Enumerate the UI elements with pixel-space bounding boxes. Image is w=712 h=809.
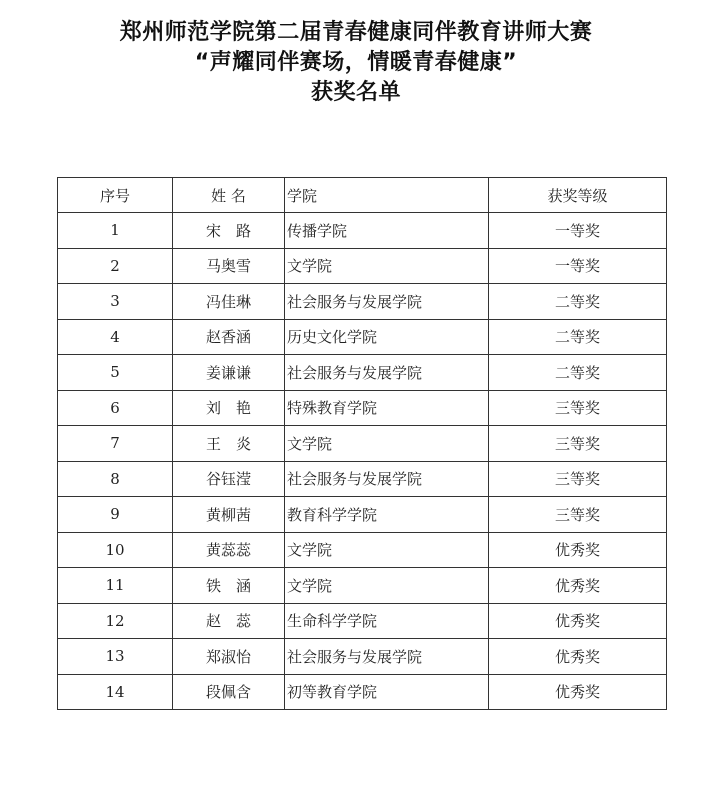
cell-no: 3 (58, 284, 173, 320)
table-row (58, 319, 667, 355)
cell-college: 教育科学学院 (285, 497, 489, 533)
cell-award: 二等奖 (489, 355, 667, 391)
table-row (58, 390, 667, 426)
cell-name: 铁 涵 (173, 568, 285, 604)
cell-award: 优秀奖 (489, 639, 667, 675)
cell-award: 一等奖 (489, 213, 667, 249)
cell-award: 二等奖 (489, 284, 667, 320)
table-row (58, 213, 667, 249)
table-row (58, 461, 667, 497)
cell-no: 14 (58, 674, 173, 710)
cell-award: 三等奖 (489, 426, 667, 462)
cell-no: 8 (58, 461, 173, 497)
cell-name: 赵香涵 (173, 319, 285, 355)
cell-name: 赵 蕊 (173, 603, 285, 639)
title-line-2: “声耀同伴赛场，情暖青春健康” (194, 50, 518, 75)
cell-name: 宋 路 (173, 213, 285, 249)
cell-no: 9 (58, 497, 173, 533)
cell-award: 优秀奖 (489, 568, 667, 604)
table-row (58, 497, 667, 533)
cell-award: 二等奖 (489, 319, 667, 355)
cell-no: 12 (58, 603, 173, 639)
cell-name: 郑淑怡 (173, 639, 285, 675)
cell-name: 王 炎 (173, 426, 285, 462)
cell-name: 马奥雪 (173, 248, 285, 284)
cell-name: 谷钰滢 (173, 461, 285, 497)
cell-no: 5 (58, 355, 173, 391)
cell-name: 黄蕊蕊 (173, 532, 285, 568)
cell-no: 11 (58, 568, 173, 604)
cell-award: 一等奖 (489, 248, 667, 284)
cell-college: 特殊教育学院 (285, 390, 489, 426)
cell-name: 刘 艳 (173, 390, 285, 426)
cell-college: 生命科学学院 (285, 603, 489, 639)
cell-name: 冯佳琳 (173, 284, 285, 320)
cell-college: 初等教育学院 (285, 674, 489, 710)
cell-college: 文学院 (285, 426, 489, 462)
cell-college: 历史文化学院 (285, 319, 489, 355)
table-row (58, 674, 667, 710)
table-row (58, 248, 667, 284)
cell-no: 4 (58, 319, 173, 355)
cell-award: 三等奖 (489, 461, 667, 497)
cell-college: 文学院 (285, 568, 489, 604)
cell-name: 黄柳茜 (173, 497, 285, 533)
cell-no: 7 (58, 426, 173, 462)
title-line-1: 郑州师范学院第二届青春健康同伴教育讲师大赛 (119, 20, 593, 45)
cell-no: 6 (58, 390, 173, 426)
table-row (58, 426, 667, 462)
cell-college: 传播学院 (285, 213, 489, 249)
table-row (58, 284, 667, 320)
header-award: 获奖等级 (489, 178, 667, 213)
cell-no: 2 (58, 248, 173, 284)
cell-college: 社会服务与发展学院 (285, 355, 489, 391)
award-table (57, 177, 667, 710)
cell-name: 姜谦谦 (173, 355, 285, 391)
table-row (58, 532, 667, 568)
title-line-3: 获奖名单 (310, 80, 401, 105)
table-header-row (58, 178, 667, 213)
cell-no: 13 (58, 639, 173, 675)
cell-award: 三等奖 (489, 390, 667, 426)
table-row (58, 355, 667, 391)
header-no: 序号 (58, 178, 173, 213)
cell-name: 段佩含 (173, 674, 285, 710)
cell-college: 社会服务与发展学院 (285, 284, 489, 320)
cell-award: 优秀奖 (489, 532, 667, 568)
cell-award: 三等奖 (489, 497, 667, 533)
table-row (58, 568, 667, 604)
cell-college: 社会服务与发展学院 (285, 639, 489, 675)
header-college: 学院 (285, 178, 489, 213)
cell-award: 优秀奖 (489, 674, 667, 710)
cell-award: 优秀奖 (489, 603, 667, 639)
header-name: 姓 名 (173, 178, 285, 213)
document-title (0, 18, 712, 108)
cell-college: 文学院 (285, 248, 489, 284)
table-row (58, 603, 667, 639)
table-row (58, 639, 667, 675)
cell-college: 文学院 (285, 532, 489, 568)
cell-no: 1 (58, 213, 173, 249)
cell-no: 10 (58, 532, 173, 568)
cell-college: 社会服务与发展学院 (285, 461, 489, 497)
